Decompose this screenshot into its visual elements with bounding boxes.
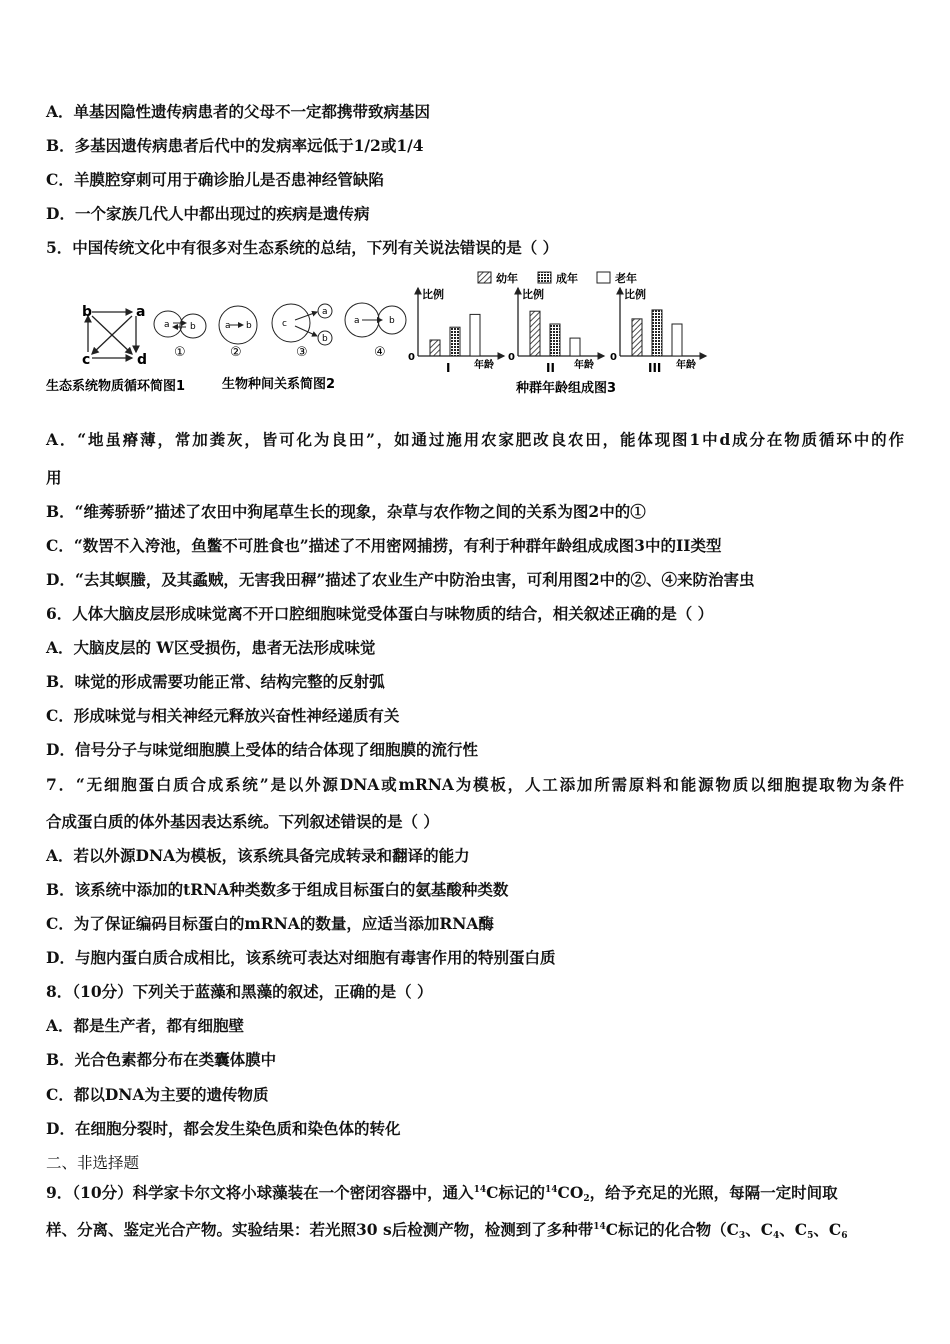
svg-text:a: a (354, 316, 360, 326)
q7-option-c: C．为了保证编码目标蛋白的mRNA的数量，应适当添加RNA酶 (46, 914, 494, 933)
q8-option-b: B．光合色素都分布在类囊体膜中 (46, 1050, 277, 1069)
svg-text:b: b (246, 321, 252, 331)
q4-option-c: C．羊膜腔穿刺可用于确诊胎儿是否患神经管缺陷 (46, 170, 384, 189)
chart-type-label: II (546, 361, 555, 375)
chart-origin-label: 0 (508, 352, 515, 363)
q9-line1: 9．（10分）科学家卡尔文将小球藻装在一个密闭容器中，通入$^{14}$C标记的$^{14}CO_2$，给予充足的光照，每隔一定时间取 (46, 1183, 838, 1204)
cycle-diagram (82, 304, 147, 368)
q6-stem: 6．人体大脑皮层形成味觉离不开口腔细胞味觉受体蛋白与味物质的结合，相关叙述正确的是（ ） (46, 604, 714, 623)
q7-option-b: B．该系统中添加的tRNA种类数多于组成目标蛋白的氨基酸种类数 (46, 880, 509, 899)
q7-stem-line2: 合成蛋白质的体外基因表达系统。下列叙述错误的是（ ） (46, 812, 439, 831)
q5-figure (40, 268, 720, 398)
age-bar (430, 340, 440, 356)
q9-line2: 样、分离、鉴定光合产物。实验结果：若光照30 s后检测产物，检测到了多种带$^{14}$C标记的化合物（$C_3$、$C_4$、$C_5$、$C_6$ (46, 1220, 848, 1241)
q5-option-a-line1: A．“地虽瘠薄，常加粪灰，皆可化为良田”，如通过施用农家肥改良农田，能体现图1中d成分在物质循环中的作 (46, 430, 904, 449)
q5-stem: 5．中国传统文化中有很多对生态系统的总结，下列有关说法错误的是（ ） (46, 238, 559, 257)
q6-option-c: C．形成味觉与相关神经元释放兴奋性神经递质有关 (46, 706, 400, 725)
cycle-node-c: c (82, 352, 91, 368)
chart-y-label: 比例 (522, 288, 544, 301)
q8-option-c: C．都以DNA为主要的遗传物质 (46, 1085, 269, 1104)
caption-fig1: 生态系统物质循环简图1 (46, 379, 186, 394)
age-bar (672, 324, 682, 356)
q7-option-a: A．若以外源DNA为模板，该系统具备完成转录和翻译的能力 (46, 846, 470, 865)
age-bar (632, 319, 642, 356)
chart-x-label: 年龄 (474, 360, 494, 371)
relation-label-3: ③ (296, 345, 308, 360)
q6-option-b: B．味觉的形成需要功能正常、结构完整的反射弧 (46, 672, 385, 691)
chart-x-label: 年龄 (676, 360, 696, 371)
q4-option-a: A．单基因隐性遗传病患者的父母不一定都携带致病基因 (46, 102, 431, 121)
age-bar (550, 324, 560, 356)
caption-fig3: 种群年龄组成图3 (516, 381, 617, 396)
q8-option-d: D．在细胞分裂时，都会发生染色质和染色体的转化 (46, 1119, 401, 1138)
chart-y-label: 比例 (624, 288, 646, 301)
svg-text:a: a (164, 320, 170, 330)
svg-text:a: a (225, 321, 231, 331)
relation-label-1: ① (174, 345, 186, 360)
cycle-node-a: a (136, 304, 146, 320)
q7-option-d: D．与胞内蛋白质合成相比，该系统可表达对细胞有毒害作用的特别蛋白质 (46, 948, 556, 967)
legend-swatch-adult (538, 272, 551, 283)
chart-origin-label: 0 (408, 352, 415, 363)
q7-stem-line1: 7．“无细胞蛋白质合成系统”是以外源DNA或mRNA为模板，人工添加所需原料和能源物质以细胞提取物为条件 (46, 775, 904, 794)
svg-text:c: c (282, 319, 287, 329)
chart-x-label: 年龄 (574, 360, 594, 371)
q5-option-a-line2: 用 (46, 468, 62, 487)
q5-option-c: C．“数罟不入洿池，鱼鳖不可胜食也”描述了不用密网捕捞，有利于种群年龄组成成图3中的II类型 (46, 536, 722, 555)
cycle-node-b: b (82, 304, 93, 320)
relation-label-2: ② (230, 345, 242, 360)
legend-young: 幼年 (496, 272, 518, 285)
age-bar (450, 327, 460, 356)
q4-option-b: B．多基因遗传病患者后代中的发病率远低于1/2或1/4 (46, 136, 424, 155)
q5-option-d: D．“去其螟螣，及其蟊贼，无害我田稺”描述了农业生产中防治虫害，可利用图2中的②、④来防治害虫 (46, 570, 755, 589)
svg-text:a: a (322, 307, 328, 317)
age-bar (470, 314, 480, 356)
q5-figure-svg (40, 268, 720, 398)
legend-swatch-old (597, 272, 610, 283)
relation-label-4: ④ (374, 345, 386, 360)
q6-option-d: D．信号分子与味觉细胞膜上受体的结合体现了细胞膜的流行性 (46, 740, 478, 759)
q5-option-b: B．“维莠骄骄”描述了农田中狗尾草生长的现象，杂草与农作物之间的关系为图2中的① (46, 502, 646, 521)
age-bar (570, 338, 580, 356)
q6-option-a: A．大脑皮层的 W区受损伤，患者无法形成味觉 (46, 638, 376, 657)
legend-old: 老年 (615, 272, 637, 285)
age-legend (478, 271, 637, 285)
age-bar (530, 311, 540, 356)
section-heading: 二、非选择题 (46, 1154, 140, 1172)
q4-option-d: D．一个家族几代人中都出现过的疾病是遗传病 (46, 204, 370, 223)
svg-text:b: b (322, 334, 328, 344)
cycle-node-d: d (137, 352, 148, 368)
legend-adult: 成年 (556, 272, 578, 285)
chart-y-label: 比例 (422, 288, 444, 301)
relation-diagram (154, 303, 406, 360)
q8-option-a: A．都是生产者，都有细胞壁 (46, 1016, 245, 1035)
age-charts (408, 287, 706, 375)
svg-text:b: b (190, 322, 196, 332)
caption-fig2: 生物种间关系简图2 (222, 377, 336, 392)
chart-type-label: III (648, 361, 662, 375)
chart-origin-label: 0 (610, 352, 617, 363)
age-bar (652, 310, 662, 356)
chart-type-label: I (446, 361, 451, 375)
svg-text:b: b (389, 316, 395, 326)
legend-swatch-young (478, 272, 491, 283)
q8-stem: 8．（10分）下列关于蓝藻和黑藻的叙述，正确的是（ ） (46, 982, 433, 1001)
